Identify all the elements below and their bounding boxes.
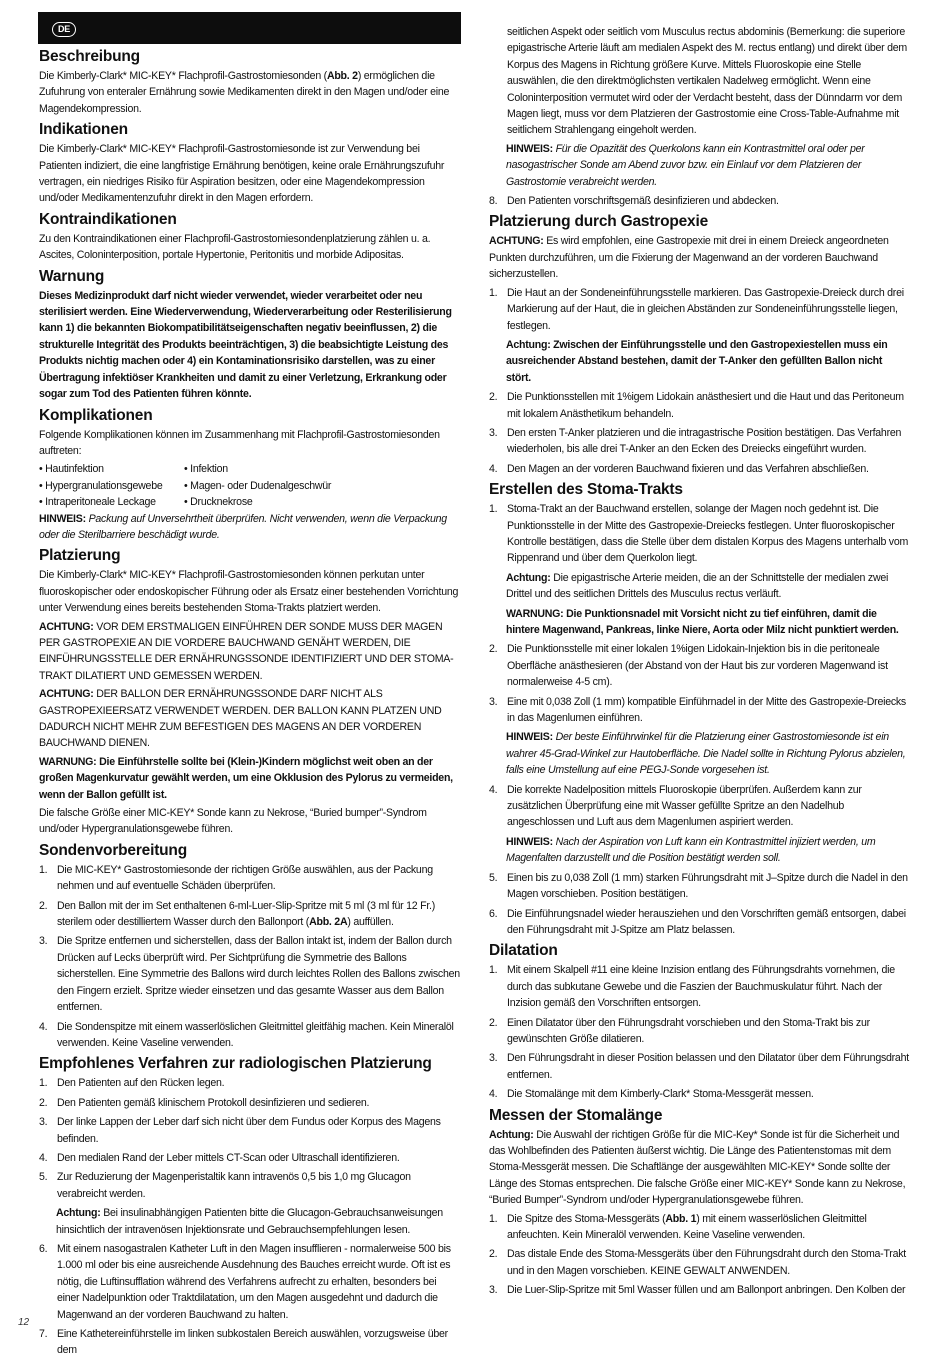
warning-punktionsnadel: WARNUNG: Die Punktionsnadel mit Vorsicht nicht zu tief einführen, damit die hintere Magenwand, Pankreas, linke Niere, Aorta oder Milz nicht punktiert werden. bbox=[506, 607, 899, 636]
list-stoma-trakt-cont3 bbox=[489, 870, 909, 939]
list-item: 6. Die Einführungsnadel wieder herausziehen und den Vorschriften gemäß entsorgen, dabei den Führungsdraht mit J-Spitze am Platz belassen. bbox=[489, 907, 906, 936]
list-item: 1. Die MIC-KEY* Gastrostomiesonde der richtigen Größe auswählen, aus der Packung nehmen und auf eventuelle Schäden überprüfen. bbox=[39, 863, 433, 893]
list-sondenvorbereitung bbox=[39, 862, 461, 1051]
list-item: 2. Das distale Ende des Stoma-Messgeräts über den Führungsdraht durch den Stoma-Trakt und in den Magen vorschieben. KEINE GEWALT ANWENDEN. bbox=[489, 1248, 906, 1277]
list-item: 3. Der linke Lappen der Leber darf sich nicht über dem Fundus oder Korpus des Magens befinden. bbox=[39, 1116, 441, 1145]
list-item: 4. Die korrekte Nadelposition mittels Fluoroskopie überprüfen. Außerdem kann zur zusätzlichen Überprüfung eine mit Wasser gefüllte Spritze an den Nadelhub angeschlossen und Luft aus dem Magenlumen aspiriert werden. bbox=[489, 783, 862, 829]
page-number: 12 bbox=[18, 1317, 30, 1328]
list-item: • Infektion bbox=[184, 463, 228, 476]
language-badge: DE bbox=[52, 22, 76, 37]
list-radiologische-platzierung-cont bbox=[39, 1241, 461, 1359]
list-stoma-trakt bbox=[489, 501, 909, 567]
paragraph-continued: seitlichen Aspekt oder seitlich vom Musculus rectus abdominis (Bemerkung: die superiore epigastrische Arterie läuft am medialen Aspekt des M. rectus entlang) und direkt über dem Korpus des Magens in Richtung größere Kurve. Mittels Fluoroskopie eine Stelle auswählen, die den direktmöglichsten vertikalen Nadelweg ermöglicht. Wenn eine Coloninterposition vermutet wird oder der Verdacht besteht, dass der Dünndarm vor dem Magen liegt, muss vor dem Platzieren der Gastrostomie eine Cross-Table-Aufnahme mit seitlichem Strahlengang eingeholt werden. bbox=[507, 26, 907, 137]
list-item: 1. Die Spitze des Stoma-Messgeräts (Abb. 1) mit einem wasserlöslichen Gleitmittel anfeuchten. Kein Mineralöl verwenden. Keine Vaseline verwenden. bbox=[489, 1212, 867, 1241]
list-item: • Drucknekrose bbox=[184, 496, 253, 509]
list-item: 2. Die Punktionsstelle mit einer lokalen 1%igen Lidokain-Injektion bis in die peritoneale Oberfläche anästhesieren (der Abstand von der Haut bis zur vorderen Magenwand ist normalerweise 4-5 cm). bbox=[489, 643, 888, 689]
right-column bbox=[489, 24, 909, 1302]
list-item: 3. Den Führungsdraht in dieser Position belassen und den Dilatator über dem Führungsdraht entfernen. bbox=[489, 1052, 909, 1081]
left-column bbox=[39, 12, 461, 1362]
section-title-warnung: Warnung bbox=[39, 267, 105, 285]
warning-einfuehrstelle: WARNUNG: Die Einführstelle sollte bei (Klein-)Kindern möglichst weit oben an der großen Magenkurvatur gewählt werden, um eine Okklusion des Pylorus zu vermeiden, wenn der Ballon gefüllt ist. bbox=[39, 755, 453, 801]
list-item: 2. Die Punktionsstellen mit 1%igem Lidokain anästhesiert und die Haut und das Peritoneum mit lokalem Anästhetikum behandeln. bbox=[489, 391, 904, 420]
list-item: 5. Einen bis zu 0,038 Zoll (1 mm) starken Führungsdraht mit J–Spitze durch die Nadel in den Magen vorschieben. Position bestätigen. bbox=[489, 871, 908, 901]
list-item: 3. Die Spritze entfernen und sicherstellen, dass der Ballon intakt ist, indem der Ballon durch Drücken auf Lecks überprüft wird. Per Sichtprüfung die Symmetrie des Ballons sicherstellen. Eine Symmetrie des Ballons wird durch leichtes Rollen des Ballons zwischen den Fingern erzielt. Spritze wieder einsetzen und das gesamte Wasser aus dem Ballon entfernen. bbox=[39, 935, 460, 1014]
list-stoma-trakt-cont2 bbox=[489, 782, 909, 831]
list-item: • Magen- oder Dudenalgeschwür bbox=[184, 479, 332, 492]
paragraph-kontraindikationen: Zu den Kontraindikationen einer Flachprofil-Gastrostomiesondenplatzierung zählen u. a. Ascites, Coloninterposition, portale Hypertonie, Peritonitis und morbide Adipositas. bbox=[39, 232, 431, 262]
list-item: 1. Die Haut an der Sondeneinführungsstelle markieren. Das Gastropexie-Dreieck durch drei Markierung auf der Haut, die in gleichen Abständen zur Sondeneinführungsstelle liegen, festlegen. bbox=[489, 286, 904, 332]
paragraph-beschreibung: Die Kimberly-Clark* MIC-KEY* Flachprofil-Gastrostomiesonden (Abb. 2) ermöglichen die Zufuhrung von enteraler Ernährung sowie Medikamenten direkt in den Magen und/oder eine Magendekompression. bbox=[39, 70, 450, 115]
complications-list bbox=[39, 461, 461, 510]
list-item: 1. Stoma-Trakt an der Bauchwand erstellen, solange der Magen noch gedehnt ist. Die Punktionsstelle in der Mitte des Gastropexie-Dreiecks festlegen. Unter fluoroskopischer Kontrolle bestätigen, dass die Stelle über dem distalen Korpus des Magens unterhalb vom Rippenrand und über dem Querkolon liegt. bbox=[489, 503, 909, 565]
list-item: 2. Den Patienten gemäß klinischem Protokoll desinfizieren und sedieren. bbox=[39, 1096, 370, 1109]
note-packaging: HINWEIS: Packung auf Unversehrtheit überprüfen. Nicht verwenden, wenn die Verpackung oder die Sterilbarriere beschädigt wurde. bbox=[39, 512, 447, 541]
section-title-dilatation: Dilatation bbox=[489, 942, 558, 960]
list-item: 1. Mit einem Skalpell #11 eine kleine Inzision entlang des Führungsdrahts vornehmen, die durch das subkutane Gewebe und die Faszien der Bauchmuskulatur führt. Nach der Inzision gemäß den Vorschriften entsorgen. bbox=[489, 964, 895, 1010]
section-title-platzierung: Platzierung bbox=[39, 547, 121, 565]
language-header-bar bbox=[38, 12, 461, 44]
note-einfuehrwinkel: HINWEIS: Der beste Einführwinkel für die Platzierung einer Gastrostomiesonde ist ein wahrer 45-Grad-Winkel zur Hautoberfläche. Die Nadel sollte in Richtung Pylorus abzielen, falls eine Umstellung auf eine PEGJ-Sonde vorgesehen ist. bbox=[506, 731, 906, 777]
section-title-komplikationen: Komplikationen bbox=[39, 406, 153, 424]
paragraph-komplikationen: Folgende Komplikationen können im Zusammenhang mit Flachprofil-Gastrostomiesonden auftreten: bbox=[39, 428, 440, 457]
list-item: 8. Den Patienten vorschriftsgemäß desinfizieren und abdecken. bbox=[489, 195, 779, 208]
list-item: 5. Zur Reduzierung der Magenperistaltik kann intravenös 0,5 bis 1,0 mg Glucagon verabreicht werden. bbox=[39, 1171, 411, 1200]
list-item-8 bbox=[489, 193, 909, 209]
section-title-beschreibung: Beschreibung bbox=[39, 48, 140, 65]
list-item: 3. Eine mit 0,038 Zoll (1 mm) kompatible Einführnadel in der Mitte des Gastropexie-Dreiecks in das Magenlumen einführen. bbox=[489, 695, 906, 725]
paragraph-groesse: Die falsche Größe einer MIC-KEY* Sonde kann zu Nekrose, “Buried bumper”-Syndrom und/oder Hypergranulationsgewebe führen. bbox=[39, 807, 427, 836]
list-item: • Hypergranulationsgewebe bbox=[39, 479, 163, 492]
section-title-indikationen: Indikationen bbox=[39, 121, 128, 139]
list-dilatation bbox=[489, 962, 909, 1102]
note-epigastrische-arterie: Achtung: Die epigastrische Arterie meiden, die an der Schnittstelle der medialen zwei Drittel und des seitlichen Drittels des Musculus rectus verläuft. bbox=[506, 571, 889, 601]
note-t-anker: Achtung: Zwischen der Einführungsstelle und den Gastropexiestellen muss ein ausreichender Abstand bestehen, damit der T-Anker den gefüllten Ballon nicht stört. bbox=[506, 338, 888, 384]
list-item: 3. Den ersten T-Anker platzieren und die intragastrische Position bestätigen. Das Verfahren wiederholen, bis alle drei T-Anker an den Ecken des Dreiecks eingeführt wurden. bbox=[489, 426, 902, 456]
list-stomalaenge bbox=[489, 1211, 909, 1299]
complications-list-col1 bbox=[39, 461, 184, 510]
list-item: 3. Die Luer-Slip-Spritze mit 5ml Wasser füllen und am Ballonport anbringen. Den Kolben der bbox=[489, 1284, 906, 1297]
list-item: 4. Den medialen Rand der Leber mittels CT-Scan oder Ultraschall identifizieren. bbox=[39, 1151, 400, 1164]
list-stoma-trakt-cont bbox=[489, 641, 909, 726]
list-item: 7. Eine Kathetereinführstelle im linken subkostalen Bereich auswählen, vorzugsweise über dem bbox=[39, 1328, 448, 1357]
section-title-radiologische-platzierung: Empfohlenes Verfahren zur radiologischen Platzierung bbox=[39, 1055, 432, 1073]
list-item: • Intraperitoneale Leckage bbox=[39, 496, 156, 509]
caution-stomalaenge: Achtung: Die Auswahl der richtigen Größe für die MIC-Key* Sonde ist für die Sicherheit und das Wohlbefinden des Patienten äußerst wichtig. Die Länge des Patientenstomas mit dem Stoma-Messgerät messen. Die Schaftlänge der ausgewählten MIC-KEY* Sonde sollte der Länge des Stomas entsprechen. Die falsche Größe einer MIC-KEY* Sonde kann zu Nekrose, “Buried Bumper”-Syndrom und/oder Hypergranulationsgewebe führen. bbox=[489, 1128, 906, 1207]
section-title-sondenvorbereitung: Sondenvorbereitung bbox=[39, 841, 187, 859]
list-item: 4. Die Stomalänge mit dem Kimberly-Clark* Stoma-Messgerät messen. bbox=[489, 1088, 814, 1101]
caution-ballon: ACHTUNG: DER BALLON DER ERNÄHRUNGSSONDE DARF NICHT ALS GASTROPEXIEERSATZ VERWENDET WERDEN. DER BALLON KANN PLATZEN UND DADURCH NICHT MEHR ZUM BEFESTIGEN DES MAGENS AN DER VORDEREN BAUCHWAND DIENEN. bbox=[39, 688, 442, 750]
section-title-kontraindikationen: Kontraindikationen bbox=[39, 210, 177, 228]
list-item: 4. Den Magen an der vorderen Bauchwand fixieren und das Verfahren abschließen. bbox=[489, 462, 869, 475]
list-gastropexie bbox=[489, 285, 909, 334]
paragraph-warnung: Dieses Medizinprodukt darf nicht wieder verwendet, wieder verarbeitet oder neu sterilisiert werden. Eine Wiederverwendung, Wiederverarbeitung oder Resterilisierung kann 1) die bekannten Biokompatibilitätseigenschaften negativ beeinflussen, 2) die strukturelle Integrität des Produkts beeinträchtigen, 3) die beabsichtigte Leistung des Produkts nichtig machen oder 4) ein Kontaminationsrisiko darstellen, was zu einer Übertragung infektiöser Krankheiten und damit zu einer Verletzung, Erkrankung oder sogar zum Tod des Patienten führen könnte. bbox=[39, 289, 452, 401]
note-glucagon: Achtung: Bei insulinabhängigen Patienten bitte die Glucagon-Gebrauchsanweisungen hinsichtlich der intravenösen Injektionsrate und Gebrauchsempfehlungen lesen. bbox=[56, 1207, 443, 1236]
note-aspiration: HINWEIS: Nach der Aspiration von Luft kann ein Kontrastmittel injiziert werden, um Magenfalten darzustellt und die Position bestätigt werden soll. bbox=[506, 835, 876, 865]
list-item: 2. Den Ballon mit der im Set enthaltenen 6-ml-Luer-Slip-Spritze mit 5 ml (3 ml für 12 Fr.) sterilem oder destilliertem Wasser durch den Ballonport (Abb. 2A) auffüllen. bbox=[39, 899, 436, 929]
section-title-stomalaenge: Messen der Stomalänge bbox=[489, 1106, 663, 1124]
list-item: 4. Die Sondenspitze mit einem wasserlöslichen Gleitmittel gleitfähig machen. Kein Mineralöl verwenden. Keine Vaseline verwenden. bbox=[39, 1020, 454, 1049]
section-title-stoma-trakt: Erstellen des Stoma-Trakts bbox=[489, 481, 683, 499]
paragraph-platzierung: Die Kimberly-Clark* MIC-KEY* Flachprofil-Gastrostomiesonden können perkutan unter fluoroskopischer oder endoskopischer Führung oder als Ersatz einer bestehenden Vorrichtung unter Verwendung eines bereits bestehenden Stoma-Trakts platziert werden. bbox=[39, 569, 459, 615]
complications-list-col2 bbox=[184, 461, 384, 510]
list-radiologische-platzierung bbox=[39, 1075, 461, 1202]
caution-gastropexie: ACHTUNG: VOR DEM ERSTMALIGEN EINFÜHREN DER SONDE MUSS DER MAGEN PER GASTROPEXIE AN DIE VORDERE BAUCHWAND GENÄHT WERDEN, DIE EINFÜHRUNGSSTELLE DER ERNÄHRUNGSSONDE IDENTIFIZIERT UND DER STOMA-TRAKT DILATIERT UND GEMESSEN WERDEN. bbox=[39, 620, 454, 682]
section-title-gastropexie: Platzierung durch Gastropexie bbox=[489, 213, 709, 231]
note-kontrastmittel: HINWEIS: Für die Opazität des Querkolons kann ein Kontrastmittel oral oder per nasogastrischer Sonde am Abend zuvor bzw. ein Einlauf vor dem Platzieren der Gastrostomie verabreicht werden. bbox=[506, 142, 865, 188]
list-gastropexie-cont bbox=[489, 389, 909, 477]
list-item: • Hautinfektion bbox=[39, 463, 104, 476]
list-item: 1. Den Patienten auf den Rücken legen. bbox=[39, 1077, 225, 1090]
list-item: 6. Mit einem nasogastralen Katheter Luft in den Magen insufflieren - normalerweise 500 bis 1.000 ml oder bis eine ausreichende Ausdehnung des Bauches erreicht wurde. Oft ist es nötig, die Luftinsufflation während des Verfahrens aufrecht zu erhalten, besonders bei einer Nadelpunktion oder Traktdilatation, um den Magen ausgedehnt und dadurch die Magenwand an der vorderen Bauchwand zu halten. bbox=[39, 1242, 451, 1321]
list-item: 2. Einen Dilatator über den Führungsdraht vorschieben und den Stoma-Trakt bis zur gewünschten Größe dilatieren. bbox=[489, 1016, 870, 1045]
paragraph-indikationen: Die Kimberly-Clark* MIC-KEY* Flachprofil-Gastrostomiesonde ist zur Verwendung bei Patienten indiziert, die eine langfristige Ernährung benötigen, keine orale Ernährungszufuhr vertragen, ein niedriges Risiko für Aspiration besitzen, oder eine Magendekompression und/oder Medikamentenzufuhr direkt in den Magen erfordern. bbox=[39, 143, 445, 205]
caution-gastropexie-dreieck: ACHTUNG: Es wird empfohlen, eine Gastropexie mit drei in einem Dreieck angeordneten Punkten durchzuführen, um die Fixierung der Magenwand an der vorderen Bauchwand sicherzustellen. bbox=[489, 235, 889, 281]
